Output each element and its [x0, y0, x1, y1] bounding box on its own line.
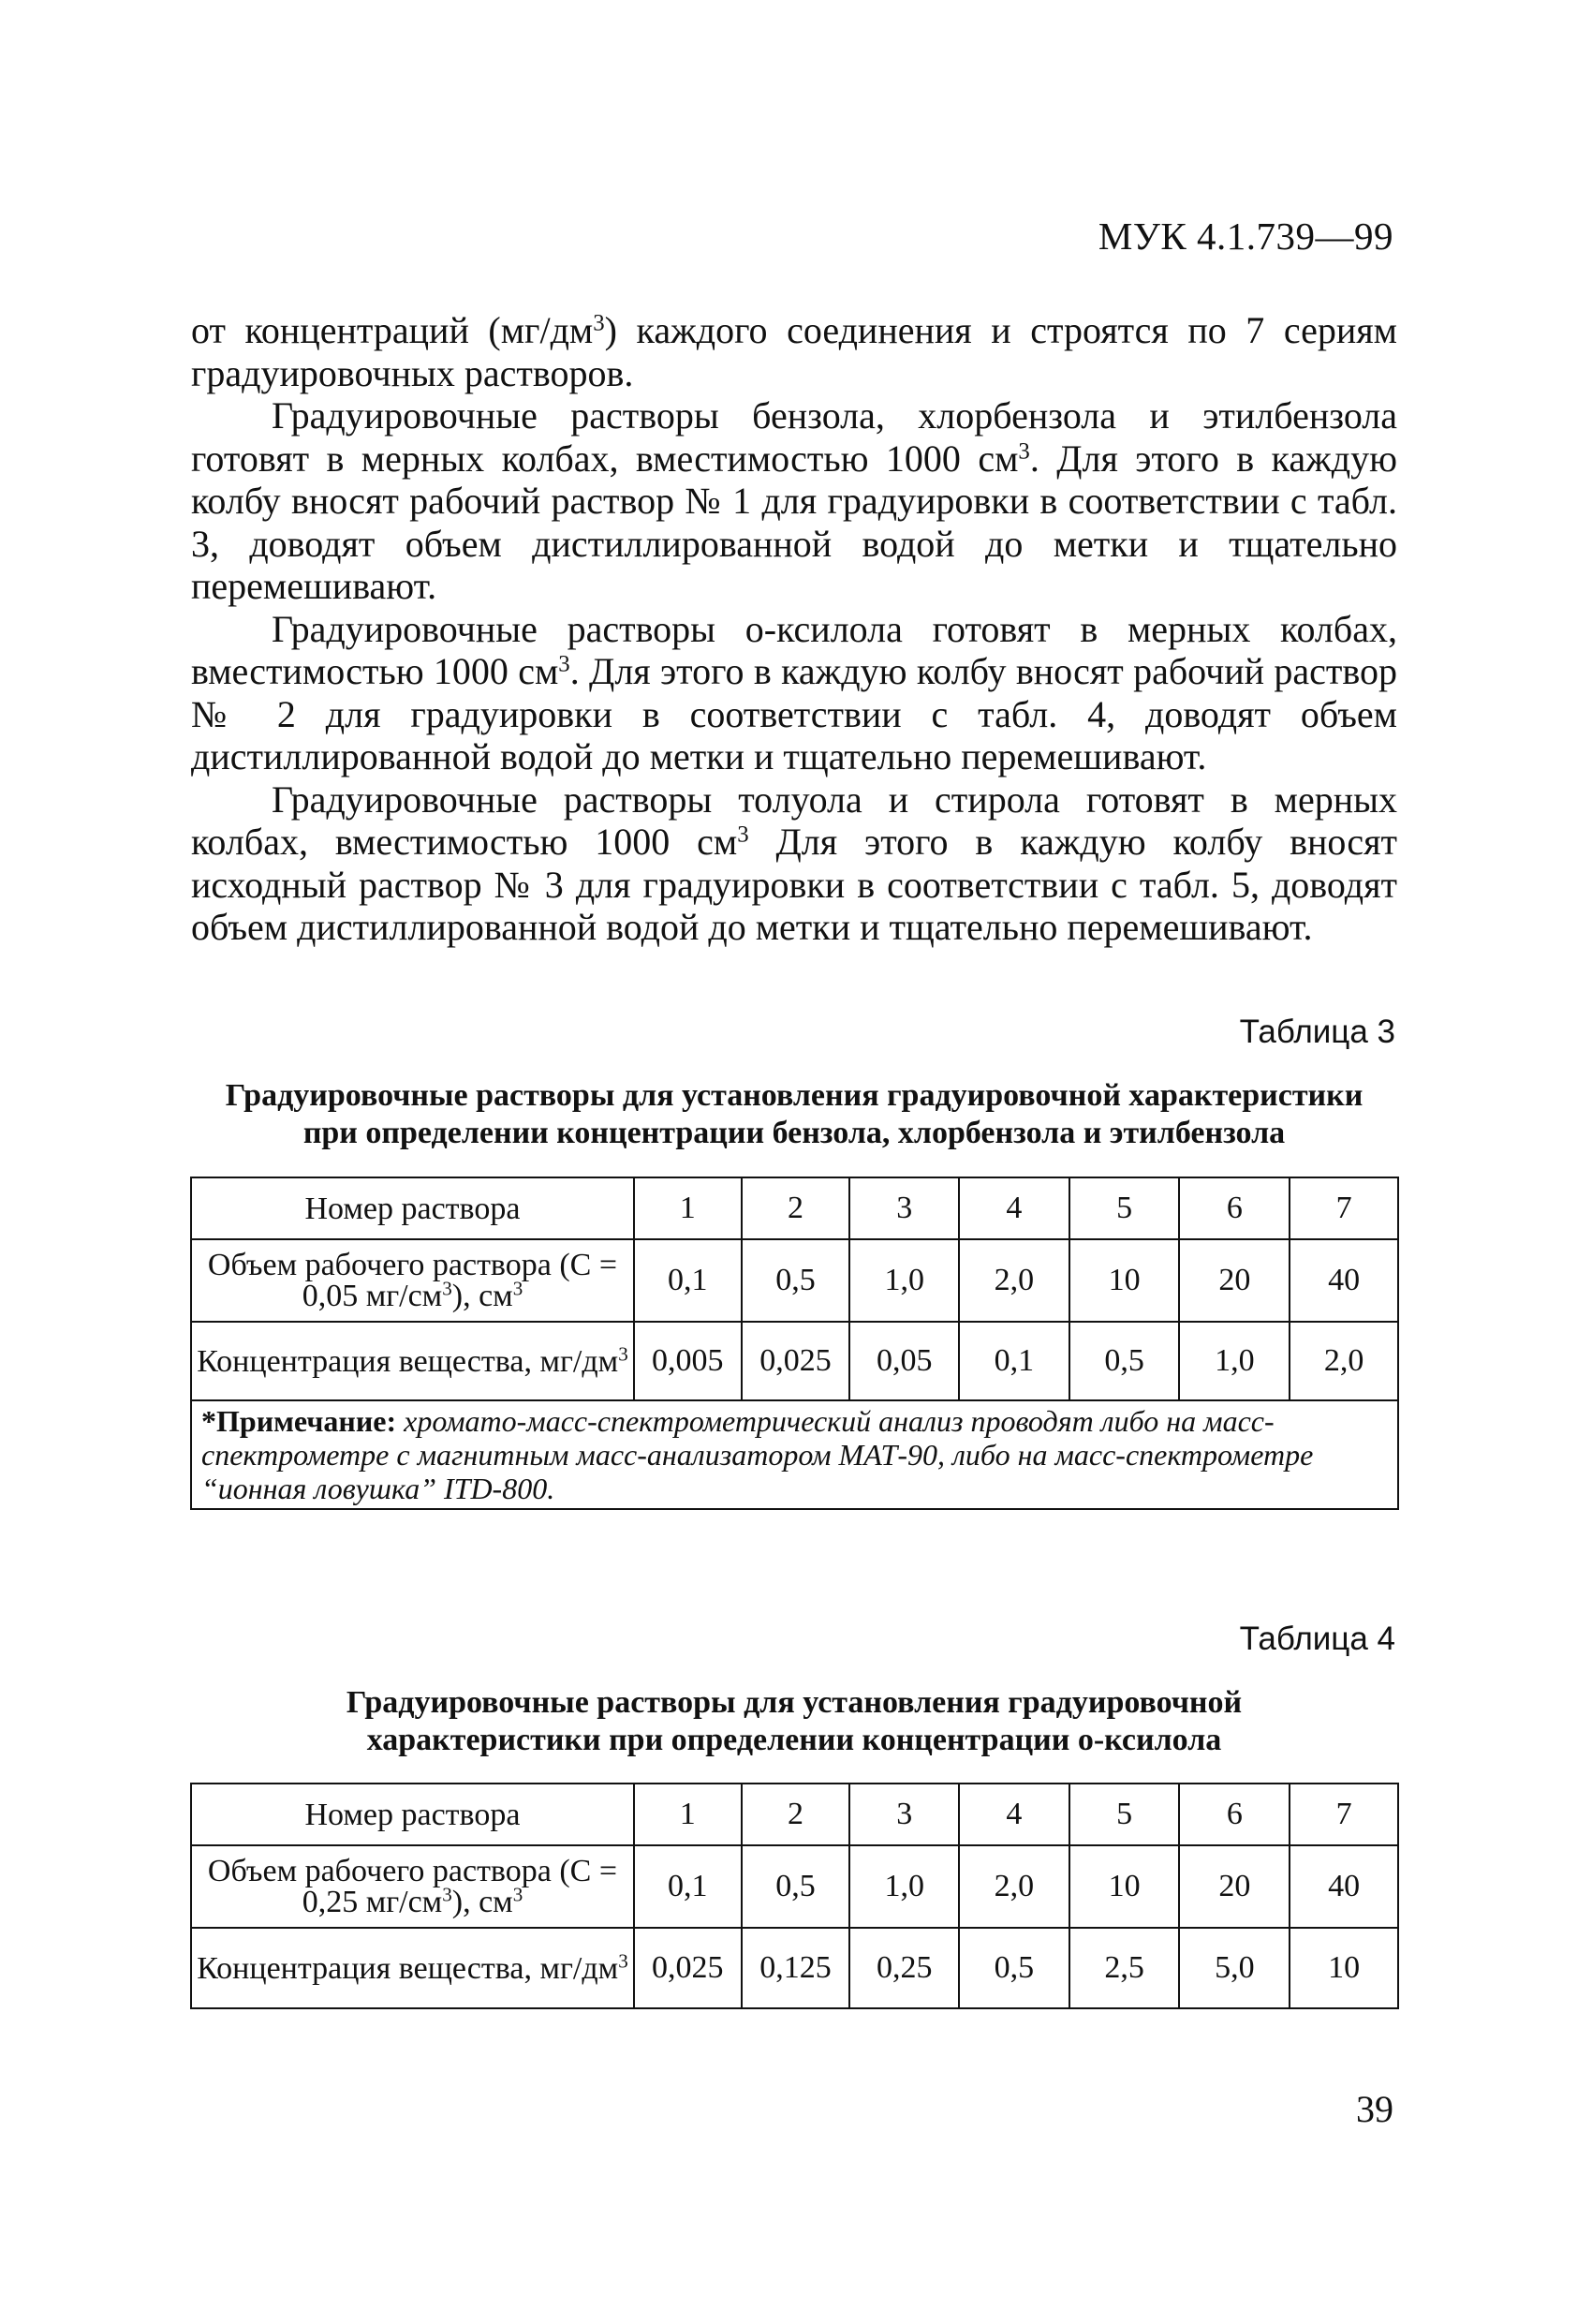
- table-cell: 3: [849, 1177, 959, 1239]
- note-label: *Примечание:: [201, 1404, 397, 1438]
- table3-title-line1: Градуировочные растворы для установления градуировочной характеристики: [225, 1078, 1364, 1113]
- table-cell: 0,1: [634, 1239, 742, 1322]
- table-cell: 2,0: [959, 1845, 1069, 1928]
- table4-row-volume: [191, 1845, 1398, 1928]
- table3-row-concentration: [191, 1322, 1398, 1400]
- table-cell: 0,025: [742, 1322, 850, 1400]
- table-cell: 2: [742, 1784, 850, 1845]
- paragraph-3: Градуировочные растворы о-ксилола готовят в мерных колбах, вместимостью 1000 $см^3$. Для этого в каждую колбу вносят рабочий раствор № 2 для градуировки в соответствии с табл. 4, доводят объем дистиллированной водой до метки и тщательно перемешивают.: [191, 607, 1398, 777]
- row-label: Объем рабочего раствора (С = 0,25 $мг/см^3$), $см^3$: [191, 1845, 634, 1928]
- table4-title-line1: Градуировочные растворы для установления градуировочной: [346, 1685, 1243, 1720]
- page-number: 39: [1356, 2088, 1393, 2130]
- table-cell: 1,0: [849, 1239, 959, 1322]
- table-cell: 2,0: [1290, 1322, 1398, 1400]
- table3-title-line2: при определении концентрации бензола, хлорбензола и этилбензола: [302, 1116, 1286, 1150]
- table-cell: 3: [849, 1784, 959, 1845]
- table3-row-volume: [191, 1239, 1398, 1322]
- table-cell: 1: [634, 1177, 742, 1239]
- body-text: [191, 309, 1397, 949]
- row-label: Объем рабочего раствора (С = 0,05 $мг/см^3$), $см^3$: [191, 1239, 634, 1322]
- table-cell: 0,1: [634, 1845, 742, 1928]
- table-cell: 5,0: [1179, 1928, 1290, 2008]
- table4-title: [191, 1684, 1397, 1759]
- table-cell: 7: [1290, 1784, 1398, 1845]
- table-cell: 5: [1069, 1784, 1180, 1845]
- table-cell: 1,0: [849, 1845, 959, 1928]
- table3-note: [191, 1400, 1398, 1509]
- table4-title-line2: характеристики при определении концентрации о-ксилола: [366, 1723, 1222, 1757]
- table4: [190, 1783, 1399, 2009]
- table-cell: 0,25: [849, 1928, 959, 2008]
- paragraph-2: Градуировочные растворы бензола, хлорбензола и этилбензола готовят в мерных колбах, вместимостью 1000 $см^3$. Для этого в каждую колбу вносят рабочий раствор № 1 для градуировки в соответствии с табл. 3, доводят объем дистиллированной водой до метки и тщательно перемешивают.: [191, 394, 1398, 607]
- table-cell: 10: [1069, 1239, 1180, 1322]
- table-cell: 0,5: [742, 1239, 850, 1322]
- table-cell: 1: [634, 1784, 742, 1845]
- table-cell: 2,0: [959, 1239, 1069, 1322]
- table-cell: 0,005: [634, 1322, 742, 1400]
- paragraph-1: от концентраций $(мг/дм^3)$ каждого соединения и строятся по 7 сериям градуировочных растворов.: [191, 309, 1397, 394]
- table-cell: 4: [959, 1177, 1069, 1239]
- table-cell: 10: [1290, 1928, 1398, 2008]
- table3-caption: Таблица 3: [1239, 1014, 1395, 1050]
- table-cell: 0,5: [742, 1845, 850, 1928]
- table4-row-concentration: [191, 1928, 1398, 2008]
- table-cell: 0,125: [742, 1928, 850, 2008]
- table-cell: 6: [1179, 1784, 1290, 1845]
- row-label: Концентрация вещества, $мг/дм^3$: [191, 1322, 634, 1400]
- table-cell: 0,05: [849, 1322, 959, 1400]
- row-label: Номер раствора: [191, 1177, 634, 1239]
- row-label: Номер раствора: [191, 1784, 634, 1845]
- table4-caption: Таблица 4: [1239, 1621, 1395, 1657]
- document-code-header: МУК 4.1.739—99: [1098, 215, 1393, 258]
- table-cell: 0,5: [959, 1928, 1069, 2008]
- table-cell: 10: [1069, 1845, 1180, 1928]
- table-cell: 20: [1179, 1239, 1290, 1322]
- table-cell: 4: [959, 1784, 1069, 1845]
- table-cell: 20: [1179, 1845, 1290, 1928]
- table4-row-number: [191, 1784, 1398, 1845]
- table-cell: 1,0: [1179, 1322, 1290, 1400]
- table-cell: 2,5: [1069, 1928, 1180, 2008]
- table-cell: 2: [742, 1177, 850, 1239]
- table3-note-row: [191, 1400, 1398, 1509]
- table3-row-number: [191, 1177, 1398, 1239]
- table-cell: 40: [1290, 1239, 1398, 1322]
- paragraph-4: Градуировочные растворы толуола и стирола готовят в мерных колбах, вместимостью 1000 $см^3$ Для этого в каждую колбу вносят исходный раствор № 3 для градуировки в соответствии с табл. 5, доводят объем дистиллированной водой до метки и тщательно перемешивают.: [191, 777, 1397, 948]
- table-cell: 40: [1290, 1845, 1398, 1928]
- table-cell: 0,1: [959, 1322, 1069, 1400]
- row-label: Концентрация вещества, $мг/дм^3$: [191, 1928, 634, 2008]
- table3: [190, 1177, 1399, 1510]
- table-cell: 6: [1179, 1177, 1290, 1239]
- table-cell: 0,5: [1069, 1322, 1180, 1400]
- table3-title: [191, 1077, 1397, 1152]
- table-cell: 5: [1069, 1177, 1180, 1239]
- table-cell: 7: [1290, 1177, 1398, 1239]
- table-cell: 0,025: [634, 1928, 742, 2008]
- note-text: хромато-масс-спектрометрический анализ проводят либо на масс-спектрометре с магнитным масс-анализатором МАТ-90, либо на масс-спектрометре “ионная ловушка” ITD-800.: [201, 1404, 1314, 1505]
